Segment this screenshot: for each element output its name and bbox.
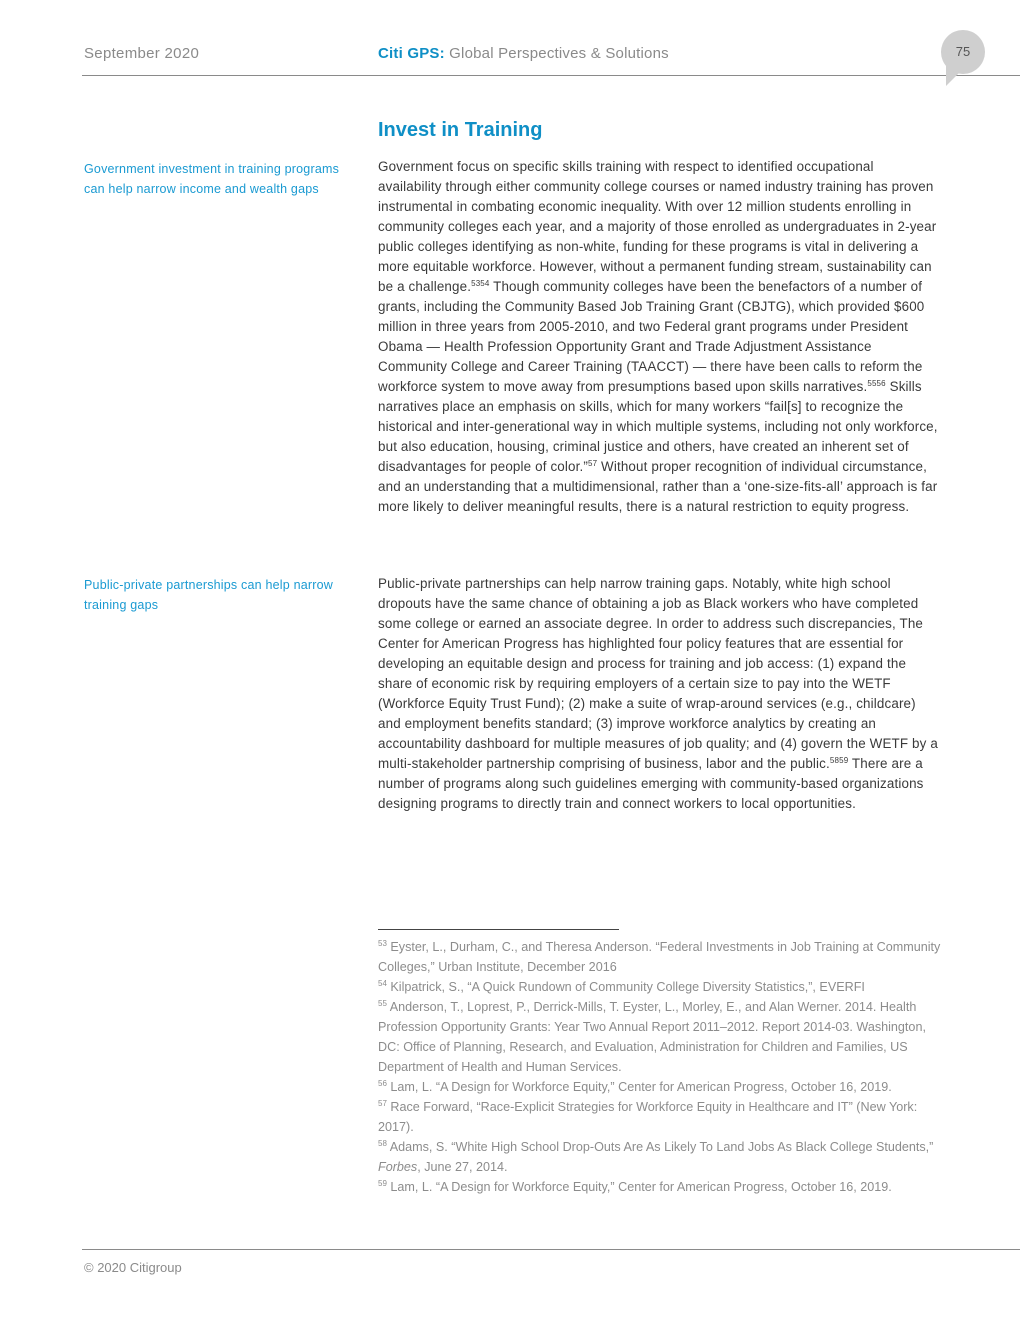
body-paragraph-training [378,157,938,517]
footnote-number: 55 [378,999,387,1008]
footnote-ref: 5354 [471,279,490,288]
paragraph-text: Government focus on specific skills training with respect to identified occupational availability through either community college courses or named industry training has proven instrumental in combating economic inequality. With over 12 million students enrolling in community colleges each year, and a majority of those enrolled as undergraduates in 2-year public colleges identifying as non-white, funding for these programs is vital in delivering a more equitable workforce. However, without a permanent funding stream, sustainability can be a challenge. [378,159,937,294]
footnote [378,1097,943,1137]
footnote [378,1077,943,1097]
paragraph-text: Skills narratives place an emphasis on skills, which for many workers “fail[s] to recognize the historical and inter-generational way in which multiple systems, including not only workforce, but also education, housing, criminal justice and others, have created an inherent set of disadvantages for people of color.” [378,379,938,474]
footnote-publication-name: Forbes [378,1160,418,1174]
footnote-divider [378,929,619,930]
footnote-number: 59 [378,1179,387,1188]
copyright: © 2020 Citigroup [84,1260,182,1275]
paragraph-text: There are a number of programs along such guidelines emerging with community-based organizations designing programs to directly train and connect workers to local opportunities. [378,756,924,811]
footnote-text: Lam, L. “A Design for Workforce Equity,” Center for American Progress, October 16, 2019. [386,1080,892,1094]
section-title: Invest in Training [378,119,543,141]
header-date: September 2020 [84,45,200,62]
footnote-text: , June 27, 2014. [417,1160,508,1174]
footnote-text: Adams, S. “White High School Drop-Outs Are As Likely To Land Jobs As Black College Students,” [386,1140,934,1154]
footnote-text: Eyster, L., Durham, C., and Theresa Anderson. “Federal Investments in Job Training at Community Colleges,” Urban Institute, December 2016 [378,940,941,974]
footnotes [378,937,943,1197]
sidenote-training-investment: Government investment in training programs can help narrow income and wealth gaps [84,162,340,196]
footnote-ref: 5556 [867,379,886,388]
sidenote-partnerships: Public-private partnerships can help narrow training gaps [84,578,333,612]
footnote [378,937,943,977]
footnote [378,1177,943,1197]
footnote-text: Anderson, T., Loprest, P., Derrick-Mills, T. Eyster, L., Morley, E., and Alan Werner. 2014. Health Profession Opportunity Grants: Year Two Annual Report 2011–2012. Report 2014-03. Washington, DC: Office of Planning, Research, and Evaluation, Administration for Children and Families, US Department of Health and Human Services. [378,1000,926,1074]
publication-title [378,45,669,62]
footnote-text: Race Forward, “Race-Explicit Strategies for Workforce Equity in Healthcare and IT” (New York: 2017). [378,1100,918,1134]
footnote-text: Lam, L. “A Design for Workforce Equity,” Center for American Progress, October 16, 2019. [386,1180,892,1194]
footnote-number: 54 [378,979,387,988]
footnote-ref: 57 [587,459,598,468]
page-number: 75 [955,44,971,59]
paragraph-text: Though community colleges have been the benefactors of a number of grants, including the Community Based Job Training Grant (CBJTG), which provided $600 million in three years from 2005-2010, and two Federal grant programs under President Obama — Health Profession Opportunity Grant and Trade Adjustment Assistance Community College and Career Training (TAACCT) — there have been calls to reform the workforce system to move away from presumptions based upon skills narratives. [378,279,925,394]
footnote [378,1137,943,1177]
footnote [378,977,943,997]
body-paragraph-partnerships [378,574,938,814]
footer-divider [82,1249,1020,1250]
footnote [378,997,943,1077]
footnote-number: 53 [378,939,387,948]
brand-name: Citi GPS: [378,45,445,62]
footnote-text: Kilpatrick, S., “A Quick Rundown of Community College Diversity Statistics,”, EVERFI [386,980,865,994]
footnote-number: 58 [378,1139,387,1148]
header-divider [82,75,1020,76]
publication-subtitle: Global Perspectives & Solutions [444,45,669,62]
paragraph-text: Without proper recognition of individual circumstance, and an understanding that a multidimensional, rather than a ‘one-size-fits-all’ approach is far more likely to deliver meaningful results, there is a natural restriction to equity progress. [378,459,938,514]
footnote-number: 56 [378,1079,387,1088]
footnote-ref: 5859 [829,756,849,765]
paragraph-text: Public-private partnerships can help narrow training gaps. Notably, white high school dropouts have the same chance of obtaining a job as Black workers who have completed some college or earned an associate degree. In order to address such discrepancies, The Center for American Progress has highlighted four policy features that are essential for developing an equitable design and process for training and job access: (1) expand the share of economic risk by requiring employers of a certain size to pay into the WETF (Workforce Equity Trust Fund); (2) make a suite of wrap-around services (e.g., childcare) and employment benefits standard; (3) improve workforce analytics by creating an accountability dashboard for multiple measures of job quality; and (4) govern the WETF by a multi-stakeholder partnership comprising of business, labor and the public. [378,576,938,771]
footnote-number: 57 [378,1099,387,1108]
